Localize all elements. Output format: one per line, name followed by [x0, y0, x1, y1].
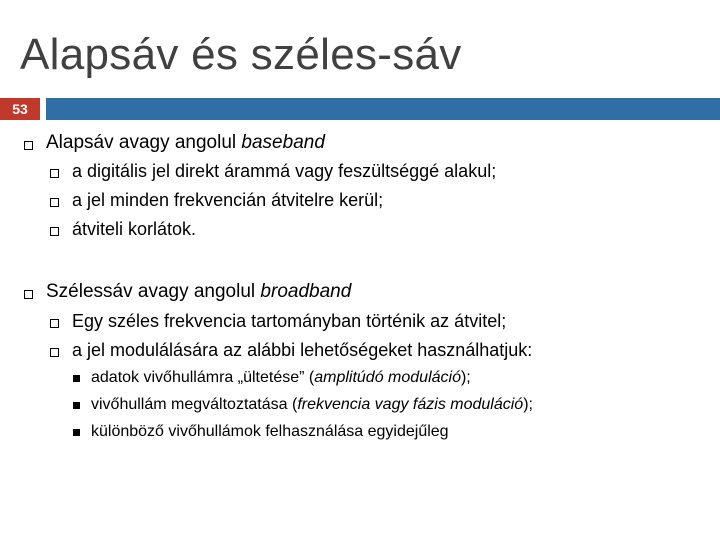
slide-number: 53 — [0, 98, 40, 120]
hollow-square-bullet-icon — [24, 141, 33, 150]
bullet-baseband — [46, 132, 325, 154]
hollow-square-bullet-icon — [50, 169, 59, 178]
bullet-emph: baseband — [241, 132, 325, 153]
sub-bullet: Egy széles frekvencia tartományban történik az átvitel; — [72, 311, 507, 331]
text-part: különböző vivőhullámok felhasználása egyidejűleg — [91, 423, 449, 440]
text-part: vivőhullám megváltoztatása ( — [91, 396, 298, 413]
text-emph: amplitúdó moduláció — [314, 369, 461, 386]
text-part: ); — [523, 396, 533, 413]
filled-square-bullet-icon — [73, 375, 80, 382]
text-part: adatok vivőhullámra „ültetése” ( — [91, 369, 315, 386]
hollow-square-bullet-icon — [50, 319, 59, 328]
text-part: ); — [460, 369, 471, 386]
sub-bullet: a jel minden frekvencián átvitelre kerül; — [72, 190, 384, 210]
hollow-square-bullet-icon — [24, 290, 33, 299]
text-emph: frekvencia vagy fázis moduláció — [297, 396, 524, 413]
filled-square-bullet-icon — [73, 429, 80, 436]
sub-sub-bullet — [91, 369, 471, 387]
bullet-emph: broadband — [260, 281, 352, 302]
hollow-square-bullet-icon — [50, 227, 59, 236]
filled-square-bullet-icon — [73, 402, 80, 409]
sub-bullet: a jel modulálására az alábbi lehetőségeket használhatjuk: — [72, 340, 533, 360]
hollow-square-bullet-icon — [50, 348, 59, 357]
bullet-broadband — [46, 281, 351, 303]
sub-bullet: a digitális jel direkt árammá vagy feszültséggé alakul; — [72, 161, 497, 181]
hollow-square-bullet-icon — [50, 198, 59, 207]
slide-title: Alapsáv és széles-sáv — [20, 30, 462, 79]
sub-sub-bullet — [91, 396, 533, 414]
sub-bullet: átviteli korlátok. — [72, 219, 197, 239]
bullet-text: Szélessáv avagy angolul — [46, 281, 261, 302]
bullet-text: Alapsáv avagy angolul — [46, 132, 242, 153]
sub-sub-bullet — [91, 423, 449, 441]
